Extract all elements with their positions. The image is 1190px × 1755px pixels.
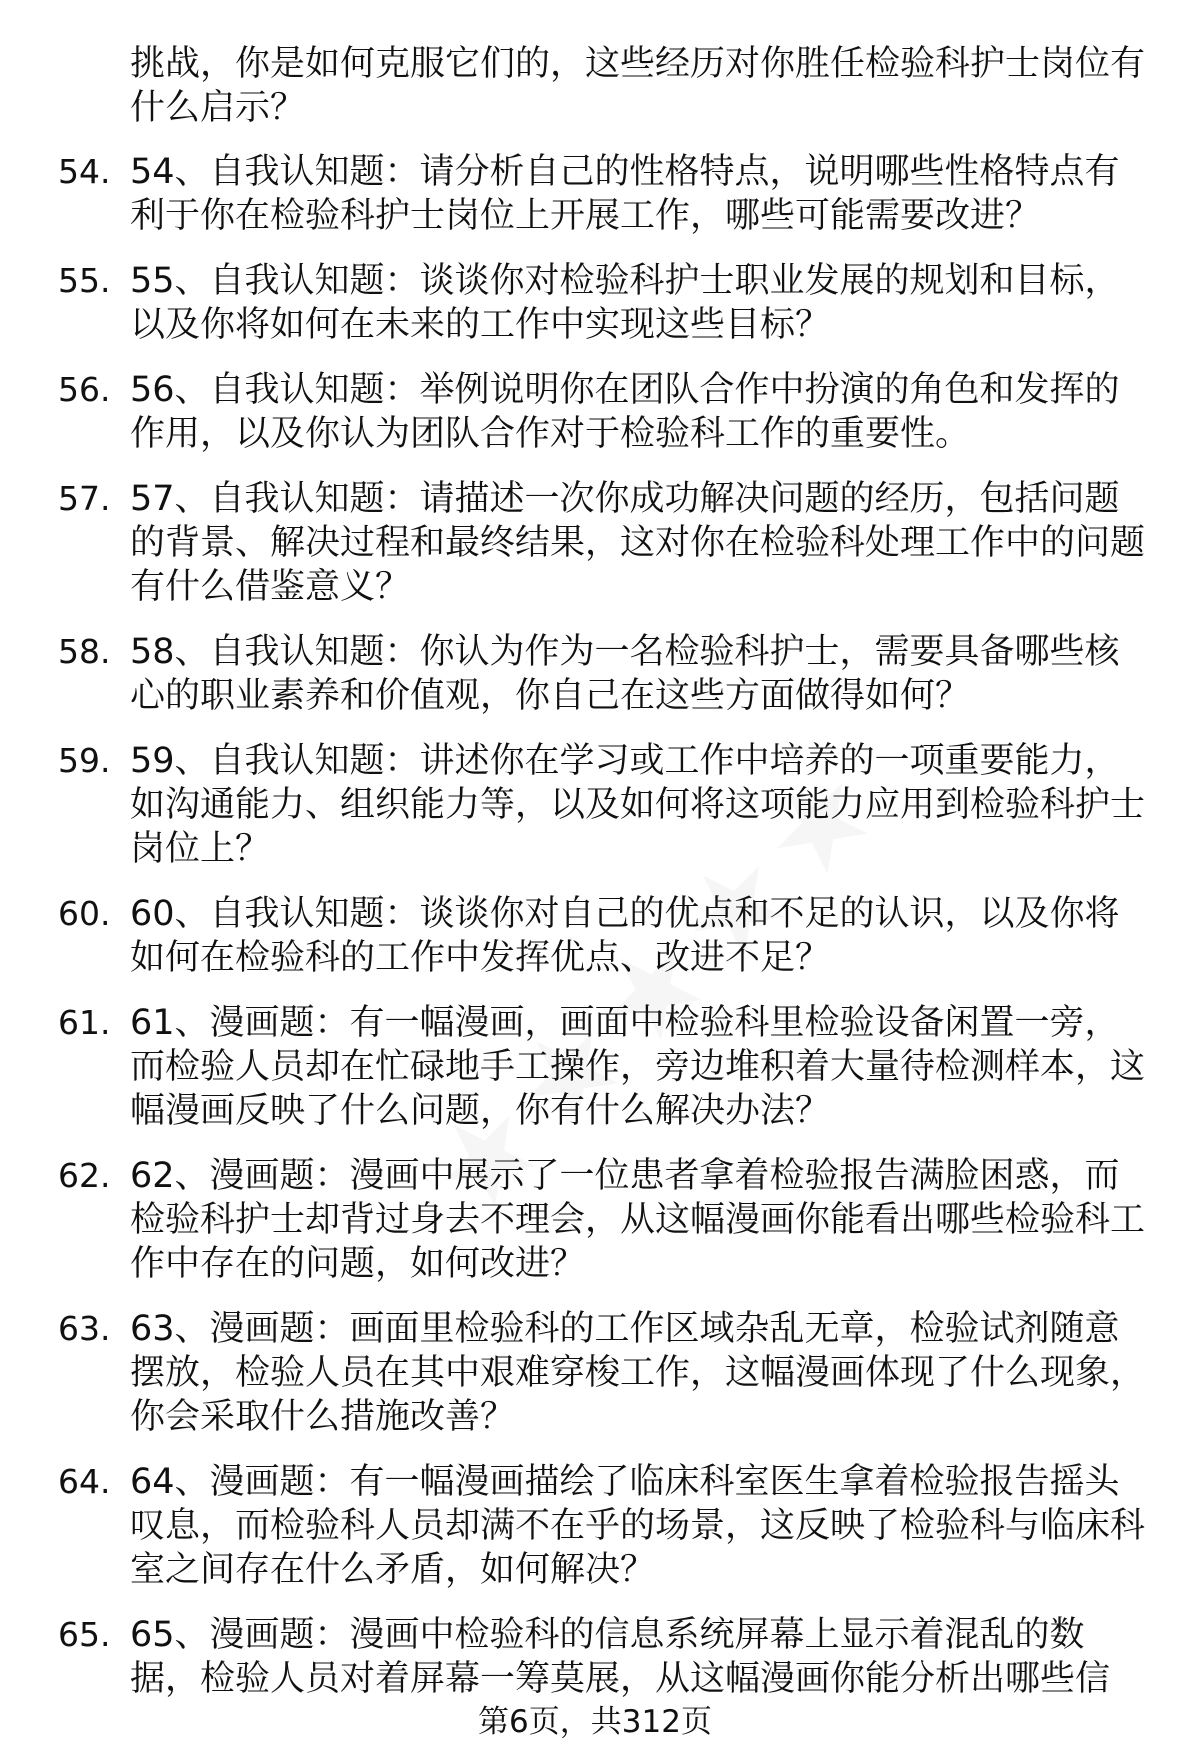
item-text: 61、漫画题：有一幅漫画，画面中检验科里检验设备闲置一旁，而检验人员却在忙碌地手工操作，旁边堆积着大量待检测样本，这幅漫画反映了什么问题，你有什么解决办法？ — [130, 1003, 1146, 1131]
item-text: 54、自我认知题：请分析自己的性格特点，说明哪些性格特点有利于你在检验科护士岗位上开展工作，哪些可能需要改进？ — [130, 152, 1120, 236]
item-number: 59. — [58, 741, 111, 780]
list-item — [58, 477, 1150, 609]
item-number: 64. — [58, 1462, 111, 1501]
item-number: 55. — [58, 261, 111, 300]
list-item — [58, 1154, 1150, 1286]
list-item — [58, 739, 1150, 871]
item-number: 57. — [58, 479, 111, 518]
page-number-footer: 第6页，共312页 — [478, 1704, 712, 1740]
list-item — [58, 150, 1150, 238]
list-item — [58, 1613, 1150, 1701]
item-number: 60. — [58, 894, 111, 933]
item-text: 60、自我认知题：谈谈你对自己的优点和不足的认识，以及你将如何在检验科的工作中发挥优点、改进不足？ — [130, 894, 1120, 978]
continuation-paragraph: 挑战，你是如何克服它们的，这些经历对你胜任检验科护士岗位有什么启示？ — [130, 44, 1146, 128]
item-number: 62. — [58, 1156, 111, 1195]
list-item — [58, 259, 1150, 347]
question-list — [58, 42, 1150, 1722]
list-item — [58, 630, 1150, 718]
item-text: 64、漫画题：有一幅漫画描绘了临床科室医生拿着检验报告摇头叹息，而检验科人员却满不在乎的场景，这反映了检验科与临床科室之间存在什么矛盾，如何解决？ — [130, 1462, 1146, 1590]
item-text: 65、漫画题：漫画中检验科的信息系统屏幕上显示着混乱的数据，检验人员对着屏幕一筹莫展，从这幅漫画你能分析出哪些信 — [130, 1615, 1111, 1699]
list-item — [58, 1460, 1150, 1592]
item-number: 61. — [58, 1003, 111, 1042]
item-text: 63、漫画题：画面里检验科的工作区域杂乱无章，检验试剂随意摆放，检验人员在其中艰难穿梭工作，这幅漫画体现了什么现象，你会采取什么措施改善？ — [130, 1309, 1146, 1437]
item-number: 56. — [58, 370, 111, 409]
item-number: 65. — [58, 1615, 111, 1654]
list-item — [58, 1001, 1150, 1133]
item-text: 58、自我认知题：你认为作为一名检验科护士，需要具备哪些核心的职业素养和价值观，你自己在这些方面做得如何？ — [130, 632, 1120, 716]
item-text: 55、自我认知题：谈谈你对检验科护士职业发展的规划和目标，以及你将如何在未来的工作中实现这些目标？ — [130, 261, 1120, 345]
item-text: 56、自我认知题：举例说明你在团队合作中扮演的角色和发挥的作用，以及你认为团队合作对于检验科工作的重要性。 — [130, 370, 1120, 454]
list-item — [58, 368, 1150, 456]
item-text: 59、自我认知题：讲述你在学习或工作中培养的一项重要能力，如沟通能力、组织能力等，以及如何将这项能力应用到检验科护士岗位上？ — [130, 741, 1146, 869]
item-text: 62、漫画题：漫画中展示了一位患者拿着检验报告满脸困惑，而检验科护士却背过身去不理会，从这幅漫画你能看出哪些检验科工作中存在的问题，如何改进？ — [130, 1156, 1146, 1284]
item-number: 58. — [58, 632, 111, 671]
list-item — [58, 892, 1150, 980]
item-number: 63. — [58, 1309, 111, 1348]
item-text: 57、自我认知题：请描述一次你成功解决问题的经历，包括问题的背景、解决过程和最终结果，这对你在检验科处理工作中的问题有什么借鉴意义？ — [130, 479, 1146, 607]
list-item — [58, 1307, 1150, 1439]
item-number: 54. — [58, 152, 111, 191]
